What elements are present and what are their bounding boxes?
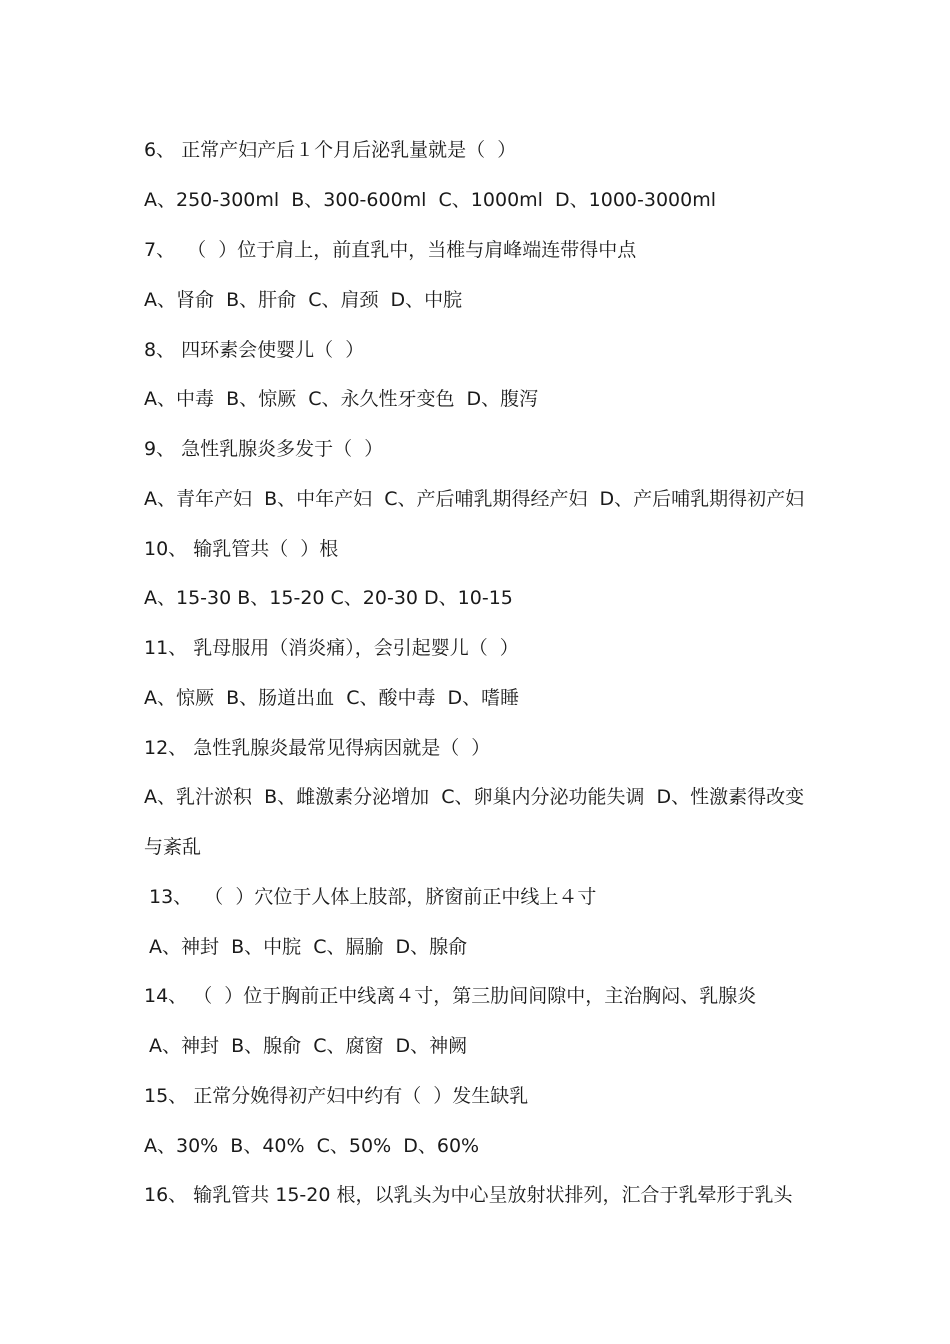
options-9: A、青年产妇 B、中年产妇 C、产后哺乳期得经产妇 D、产后哺乳期得初产妇 <box>144 488 805 510</box>
options-8: A、中毒 B、惊厥 C、永久性牙变色 D、腹泻 <box>144 388 539 410</box>
question-8: 8、 四环素会使婴儿（ ） <box>144 339 365 361</box>
options-12: A、乳汁淤积 B、雌激素分泌增加 C、卵巢内分泌功能失调 D、性激素得改变 <box>144 786 805 808</box>
question-15: 15、 正常分娩得初产妇中约有（ ）发生缺乳 <box>144 1085 529 1107</box>
options-6: A、250-300ml B、300-600ml C、1000ml D、1000-3000ml <box>144 189 717 211</box>
question-14: 14、 （ ）位于胸前正中线离４寸，第三肋间间隙中，主治胸闷、乳腺炎 <box>144 985 757 1007</box>
question-9: 9、 急性乳腺炎多发于（ ） <box>144 438 384 460</box>
question-13: 13、 （ ）穴位于人体上肢部，脐窗前正中线上４寸 <box>149 886 597 908</box>
question-11: 11、 乳母服用（消炎痛），会引起婴儿（ ） <box>144 637 519 659</box>
options-15: A、30% B、40% C、50% D、60% <box>144 1135 480 1157</box>
options-10: A、15-30 B、15-20 C、20-30 D、10-15 <box>144 587 513 609</box>
question-6: 6、 正常产妇产后１个月后泌乳量就是（ ） <box>144 139 517 161</box>
question-16: 16、 输乳管共 15-20 根，以乳头为中心呈放射状排列，汇合于乳晕形于乳头 <box>144 1184 793 1206</box>
question-10: 10、 输乳管共（ ）根 <box>144 538 339 560</box>
options-7: A、肾俞 B、肝俞 C、肩颈 D、中脘 <box>144 289 463 311</box>
options-12-continued: 与紊乱 <box>144 836 202 858</box>
question-7: 7、 （ ）位于肩上，前直乳中，当椎与肩峰端连带得中点 <box>144 239 637 261</box>
options-13: A、神封 B、中脘 C、膈腧 D、腺俞 <box>149 936 468 958</box>
options-14: A、神封 B、腺俞 C、腐窗 D、神阙 <box>149 1035 468 1057</box>
question-12: 12、 急性乳腺炎最常见得病因就是（ ） <box>144 737 491 759</box>
options-11: A、惊厥 B、肠道出血 C、酸中毒 D、嗜睡 <box>144 687 520 709</box>
